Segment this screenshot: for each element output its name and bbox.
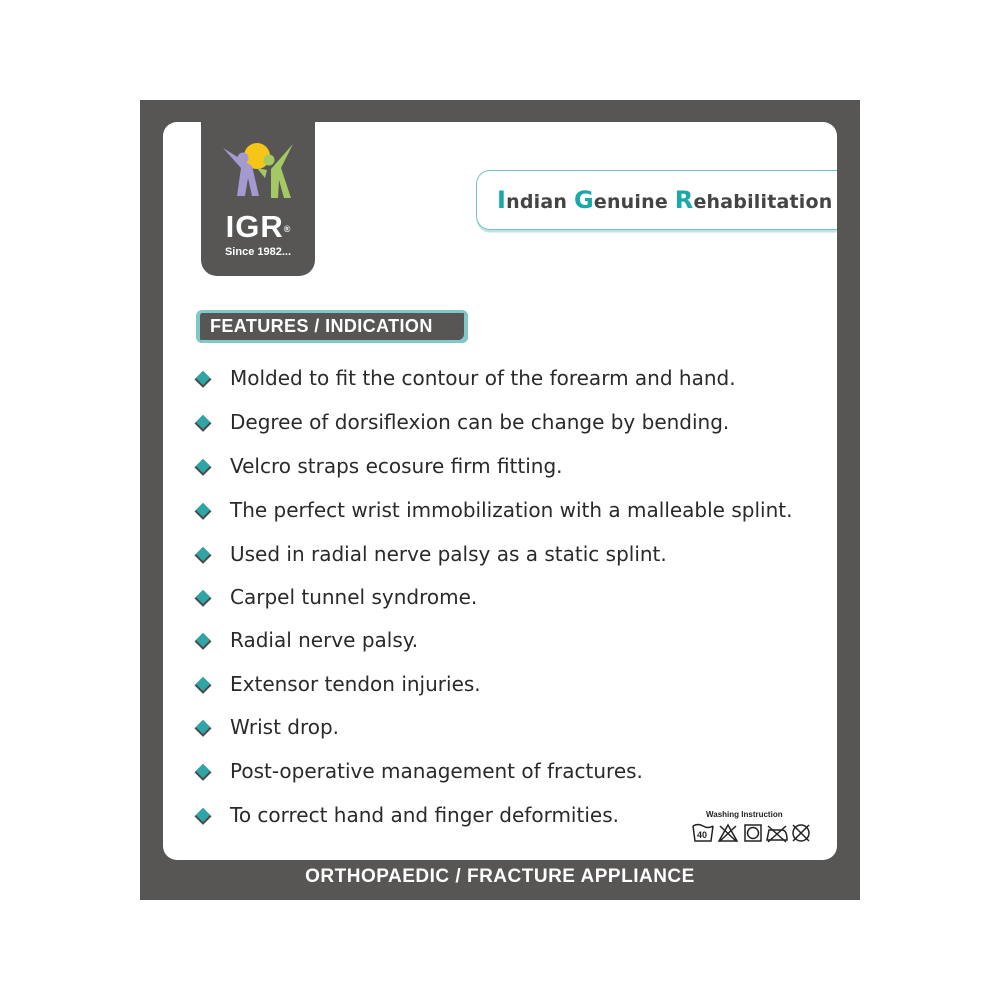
logo-since: Since 1982...	[224, 246, 292, 258]
tumble-dry-icon	[745, 825, 761, 841]
igr-people-logo-icon	[219, 138, 297, 212]
wash-40-icon	[693, 825, 713, 842]
washing-icons	[691, 822, 815, 844]
logo-badge	[201, 122, 315, 276]
features-heading: FEATURES / INDICATION	[196, 310, 468, 343]
no-bleach-icon	[719, 825, 737, 841]
footer-category: ORTHOPAEDIC / FRACTURE APPLIANCE	[305, 866, 695, 887]
no-iron-icon	[767, 826, 787, 842]
washing-instruction-label: Washing Instruction	[706, 810, 783, 819]
no-dry-clean-icon	[793, 825, 809, 841]
wash-temp: 40	[697, 830, 708, 840]
logo-wordmark: IGR®	[225, 209, 291, 244]
brand-banner	[476, 170, 837, 230]
brand-title: Indian Genuine Rehabilitation	[497, 186, 833, 214]
